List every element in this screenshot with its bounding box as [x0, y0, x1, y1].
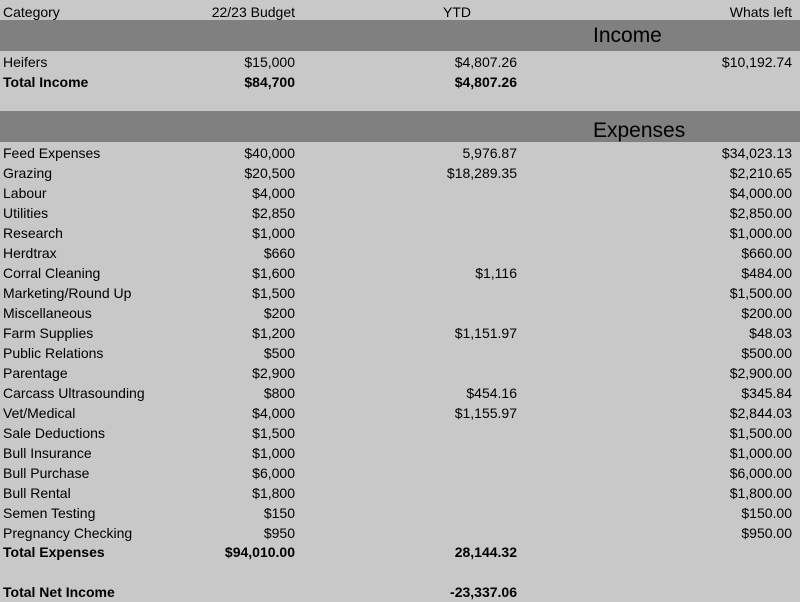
row-category: Parentage	[3, 365, 68, 381]
row-category: Marketing/Round Up	[3, 285, 132, 301]
row-budget: $1,800	[252, 485, 295, 501]
row-whats-left: $484.00	[741, 265, 792, 281]
expense-row	[0, 463, 800, 483]
row-category: Herdtrax	[3, 245, 57, 261]
row-budget: $500	[263, 345, 295, 361]
expense-row	[0, 443, 800, 463]
row-ytd: $454.16	[466, 385, 517, 401]
row-category: Pregnancy Checking	[3, 525, 133, 541]
row-budget: $6,000	[252, 465, 295, 481]
row-whats-left: $500.00	[741, 345, 792, 361]
row-ytd: $4,807.26	[454, 54, 517, 70]
total-income-ytd: $4,807.26	[454, 74, 517, 90]
row-budget: $150	[263, 505, 295, 521]
row-whats-left: $200.00	[741, 305, 792, 321]
expense-row	[0, 483, 800, 503]
row-whats-left: $4,000.00	[729, 185, 792, 201]
expense-row	[0, 243, 800, 263]
row-whats-left: $950.00	[741, 525, 792, 541]
income-row	[0, 52, 800, 72]
row-category: Farm Supplies	[3, 325, 94, 341]
expense-row	[0, 183, 800, 203]
row-whats-left: $1,000.00	[729, 225, 792, 241]
row-ytd: $18,289.35	[446, 165, 517, 181]
total-net-income-label: Total Net Income	[3, 584, 115, 600]
row-budget: $20,500	[244, 165, 295, 181]
expense-row	[0, 283, 800, 303]
row-budget: $4,000	[252, 405, 295, 421]
expense-row	[0, 303, 800, 323]
row-category: Vet/Medical	[3, 405, 76, 421]
total-income-row	[0, 72, 800, 92]
row-budget: $1,500	[252, 285, 295, 301]
row-category: Heifers	[3, 54, 48, 70]
expense-row	[0, 363, 800, 383]
header-budget: 22/23 Budget	[211, 4, 295, 20]
row-category: Carcass Ultrasounding	[3, 385, 145, 401]
total-expenses-row	[0, 542, 800, 562]
row-ytd: $1,151.97	[454, 325, 517, 341]
row-whats-left: $2,844.03	[729, 405, 792, 421]
expense-row	[0, 503, 800, 523]
row-category: Grazing	[3, 165, 53, 181]
row-whats-left: $2,900.00	[729, 365, 792, 381]
row-category: Feed Expenses	[3, 145, 101, 161]
row-ytd: 5,976.87	[462, 145, 517, 161]
row-whats-left: $1,500.00	[729, 425, 792, 441]
total-net-income-ytd: -23,337.06	[450, 584, 517, 600]
row-budget: $2,900	[252, 365, 295, 381]
row-budget: $1,000	[252, 445, 295, 461]
expense-row	[0, 343, 800, 363]
row-whats-left: $660.00	[741, 245, 792, 261]
expense-row	[0, 143, 800, 163]
expense-row	[0, 203, 800, 223]
expense-row	[0, 523, 800, 543]
expense-row	[0, 163, 800, 183]
row-whats-left: $34,023.13	[721, 145, 792, 161]
income-section-band	[0, 20, 800, 51]
row-budget: $40,000	[244, 145, 295, 161]
total-income-budget: $84,700	[244, 74, 295, 90]
row-whats-left: $6,000.00	[729, 465, 792, 481]
row-category: Bull Rental	[3, 485, 71, 501]
row-whats-left: $150.00	[741, 505, 792, 521]
row-budget: $1,000	[252, 225, 295, 241]
total-expenses-budget: $94,010.00	[224, 544, 295, 560]
row-category: Bull Insurance	[3, 445, 92, 461]
row-whats-left: $1,800.00	[729, 485, 792, 501]
expense-row	[0, 423, 800, 443]
header-category: Category	[3, 4, 60, 20]
row-budget: $4,000	[252, 185, 295, 201]
row-category: Labour	[3, 185, 47, 201]
row-budget: $800	[263, 385, 295, 401]
row-whats-left: $345.84	[741, 385, 792, 401]
column-header-row	[0, 2, 800, 22]
row-whats-left: $1,500.00	[729, 285, 792, 301]
expense-row	[0, 323, 800, 343]
total-expenses-label: Total Expenses	[3, 544, 105, 560]
row-category: Miscellaneous	[3, 305, 92, 321]
expenses-section-title: Expenses	[593, 119, 686, 142]
row-ytd: $1,155.97	[454, 405, 517, 421]
row-budget: $660	[263, 245, 295, 261]
header-ytd: YTD	[443, 4, 471, 20]
total-income-label: Total Income	[3, 74, 89, 90]
row-category: Corral Cleaning	[3, 265, 101, 281]
row-budget: $1,600	[252, 265, 295, 281]
row-category: Semen Testing	[3, 505, 96, 521]
row-whats-left: $48.03	[749, 325, 792, 341]
expenses-section-band	[0, 111, 800, 142]
row-category: Research	[3, 225, 63, 241]
row-whats-left: $2,850.00	[729, 205, 792, 221]
row-budget: $950	[263, 525, 295, 541]
row-whats-left: $2,210.65	[729, 165, 792, 181]
row-category: Sale Deductions	[3, 425, 105, 441]
expense-row	[0, 383, 800, 403]
row-budget: $2,850	[252, 205, 295, 221]
expense-row	[0, 263, 800, 283]
row-whats-left: $1,000.00	[729, 445, 792, 461]
row-budget: $1,500	[252, 425, 295, 441]
row-budget: $200	[263, 305, 295, 321]
row-budget: $1,200	[252, 325, 295, 341]
total-expenses-ytd: 28,144.32	[454, 544, 517, 560]
row-category: Public Relations	[3, 345, 104, 361]
header-whats-left: Whats left	[729, 4, 792, 20]
row-whats-left: $10,192.74	[721, 54, 792, 70]
row-category: Utilities	[3, 205, 49, 221]
row-category: Bull Purchase	[3, 465, 90, 481]
income-section-title: Income	[593, 24, 662, 47]
expense-row	[0, 223, 800, 243]
total-net-income-row	[0, 582, 800, 602]
row-budget: $15,000	[244, 54, 295, 70]
expense-row	[0, 403, 800, 423]
row-ytd: $1,116	[475, 265, 517, 281]
